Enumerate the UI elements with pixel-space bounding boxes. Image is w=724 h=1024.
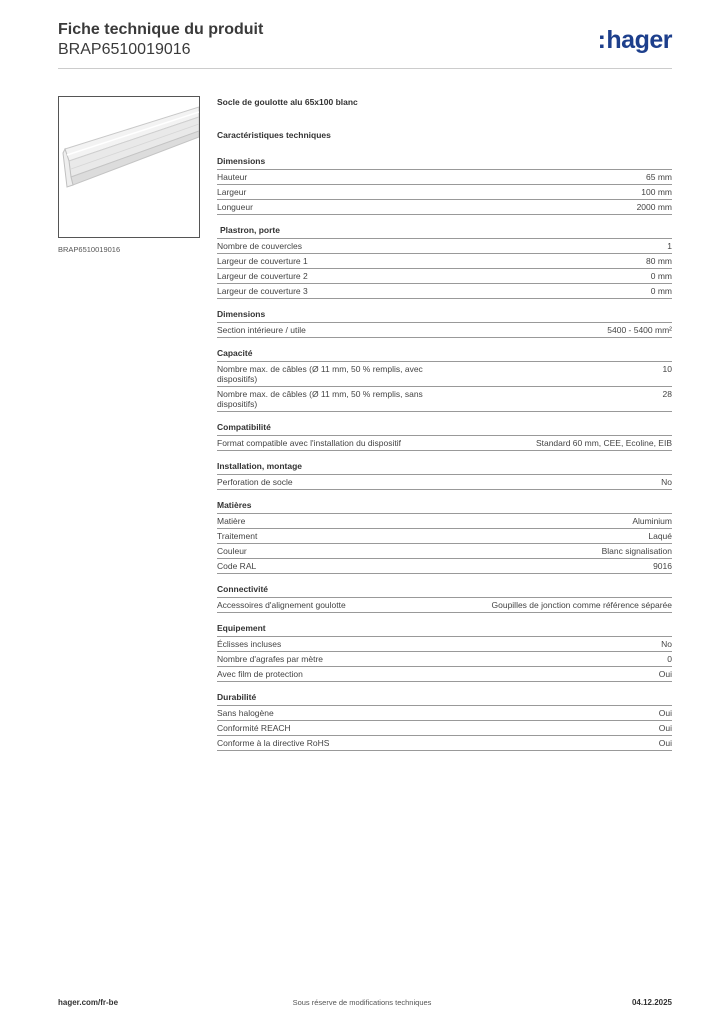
spec-group-durability bbox=[217, 692, 672, 751]
spec-value: Oui bbox=[658, 708, 672, 718]
spec-label: Avec film de protection bbox=[217, 669, 303, 679]
spec-group-capacity bbox=[217, 348, 672, 412]
spec-row bbox=[217, 637, 672, 652]
spec-label: Couleur bbox=[217, 546, 247, 556]
spec-group-materials bbox=[217, 500, 672, 574]
spec-value: 0 bbox=[667, 654, 672, 664]
spec-label: Nombre d'agrafes par mètre bbox=[217, 654, 324, 664]
spec-row bbox=[217, 200, 672, 215]
spec-label: Largeur de couverture 2 bbox=[217, 271, 308, 281]
spec-value: Oui bbox=[658, 738, 672, 748]
spec-group-dimensions bbox=[217, 156, 672, 215]
logo-colon: : bbox=[597, 26, 606, 54]
spec-value: Blanc signalisation bbox=[601, 546, 672, 556]
spec-row bbox=[217, 706, 672, 721]
spec-value: 100 mm bbox=[641, 187, 672, 197]
spec-row bbox=[217, 529, 672, 544]
product-description: Socle de goulotte alu 65x100 blanc bbox=[217, 97, 358, 107]
spec-value: 2000 mm bbox=[636, 202, 672, 212]
group-title: Installation, montage bbox=[217, 461, 672, 475]
spec-group-section bbox=[217, 309, 672, 338]
spec-label: Nombre max. de câbles (Ø 11 mm, 50 % remplis, avec dispositifs) bbox=[217, 364, 423, 384]
spec-label: Largeur bbox=[217, 187, 247, 197]
spec-label: Nombre de couvercles bbox=[217, 241, 303, 251]
spec-value: Oui bbox=[658, 723, 672, 733]
spec-value: 5400 - 5400 mm² bbox=[607, 325, 672, 335]
spec-value: No bbox=[661, 477, 672, 487]
header-divider bbox=[58, 68, 672, 69]
group-title: Equipement bbox=[217, 623, 672, 637]
spec-label: Section intérieure / utile bbox=[217, 325, 306, 335]
spec-row bbox=[217, 323, 672, 338]
footer-website-link[interactable]: hager.com/fr-be bbox=[58, 998, 119, 1007]
spec-group-compatibility bbox=[217, 422, 672, 451]
spec-label: Nombre max. de câbles (Ø 11 mm, 50 % remplis, sans dispositifs) bbox=[217, 389, 423, 409]
spec-label: Code RAL bbox=[217, 561, 257, 571]
spec-value: Laqué bbox=[648, 531, 672, 541]
spec-row bbox=[217, 170, 672, 185]
spec-row bbox=[217, 559, 672, 574]
group-title: Capacité bbox=[217, 348, 672, 362]
logo-text: hager bbox=[606, 26, 672, 54]
group-title: Dimensions bbox=[217, 309, 672, 323]
spec-row bbox=[217, 185, 672, 200]
spec-value: Goupilles de jonction comme référence séparée bbox=[491, 600, 672, 610]
spec-row bbox=[217, 652, 672, 667]
spec-row bbox=[217, 362, 672, 387]
footer-notice: Sous réserve de modifications techniques bbox=[292, 998, 432, 1007]
spec-value: 10 bbox=[662, 364, 672, 374]
product-image bbox=[58, 96, 200, 238]
spec-row bbox=[217, 598, 672, 613]
group-title: Compatibilité bbox=[217, 422, 672, 436]
spec-label: Sans halogène bbox=[217, 708, 274, 718]
spec-row bbox=[217, 239, 672, 254]
spec-label: Hauteur bbox=[217, 172, 248, 182]
group-title: Dimensions bbox=[217, 156, 672, 170]
spec-label: Perforation de socle bbox=[217, 477, 293, 487]
spec-value: 9016 bbox=[653, 561, 672, 571]
group-title: Plastron, porte bbox=[217, 225, 672, 239]
product-reference: BRAP6510019016 bbox=[58, 41, 191, 58]
spec-label: Accessoires d'alignement goulotte bbox=[217, 600, 346, 610]
spec-label: Traitement bbox=[217, 531, 258, 541]
spec-label: Largeur de couverture 3 bbox=[217, 286, 308, 296]
spec-label: Largeur de couverture 1 bbox=[217, 256, 308, 266]
spec-row bbox=[217, 544, 672, 559]
group-title: Connectivité bbox=[217, 584, 672, 598]
spec-group-installation bbox=[217, 461, 672, 490]
spec-value: 0 mm bbox=[650, 271, 672, 281]
spec-label: Conforme à la directive RoHS bbox=[217, 738, 330, 748]
spec-group-plastron bbox=[217, 225, 672, 299]
group-title: Durabilité bbox=[217, 692, 672, 706]
spec-group-equipment bbox=[217, 623, 672, 682]
page-header bbox=[58, 20, 672, 60]
spec-row bbox=[217, 667, 672, 682]
spec-value: 28 bbox=[662, 389, 672, 399]
spec-row bbox=[217, 387, 672, 412]
spec-value: Aluminium bbox=[632, 516, 672, 526]
spec-value: 80 mm bbox=[646, 256, 672, 266]
spec-row bbox=[217, 721, 672, 736]
spec-label: Conformité REACH bbox=[217, 723, 291, 733]
spec-row bbox=[217, 284, 672, 299]
technical-characteristics-title: Caractéristiques techniques bbox=[217, 130, 331, 140]
spec-group-connectivity bbox=[217, 584, 672, 613]
spec-row bbox=[217, 736, 672, 751]
hager-logo bbox=[598, 26, 672, 54]
spec-row bbox=[217, 514, 672, 529]
group-title: Matières bbox=[217, 500, 672, 514]
footer-date: 04.12.2025 bbox=[631, 998, 672, 1007]
document-title: Fiche technique du produit bbox=[58, 21, 264, 38]
spec-label: Matière bbox=[217, 516, 246, 526]
spec-label: Longueur bbox=[217, 202, 253, 212]
spec-value: No bbox=[661, 639, 672, 649]
spec-row bbox=[217, 436, 672, 451]
spec-value: 65 mm bbox=[646, 172, 672, 182]
spec-row bbox=[217, 254, 672, 269]
spec-row bbox=[217, 269, 672, 284]
spec-row bbox=[217, 475, 672, 490]
cable-trunking-base-illustration bbox=[59, 97, 199, 237]
spec-value: 0 mm bbox=[650, 286, 672, 296]
image-caption: BRAP6510019016 bbox=[58, 245, 121, 254]
spec-label: Éclisses incluses bbox=[217, 639, 282, 649]
spec-label: Format compatible avec l'installation du dispositif bbox=[217, 438, 401, 448]
spec-value: Standard 60 mm, CEE, Ecoline, EIB bbox=[535, 438, 672, 448]
specifications-panel bbox=[217, 97, 672, 761]
spec-value: 1 bbox=[667, 241, 672, 251]
spec-value: Oui bbox=[658, 669, 672, 679]
